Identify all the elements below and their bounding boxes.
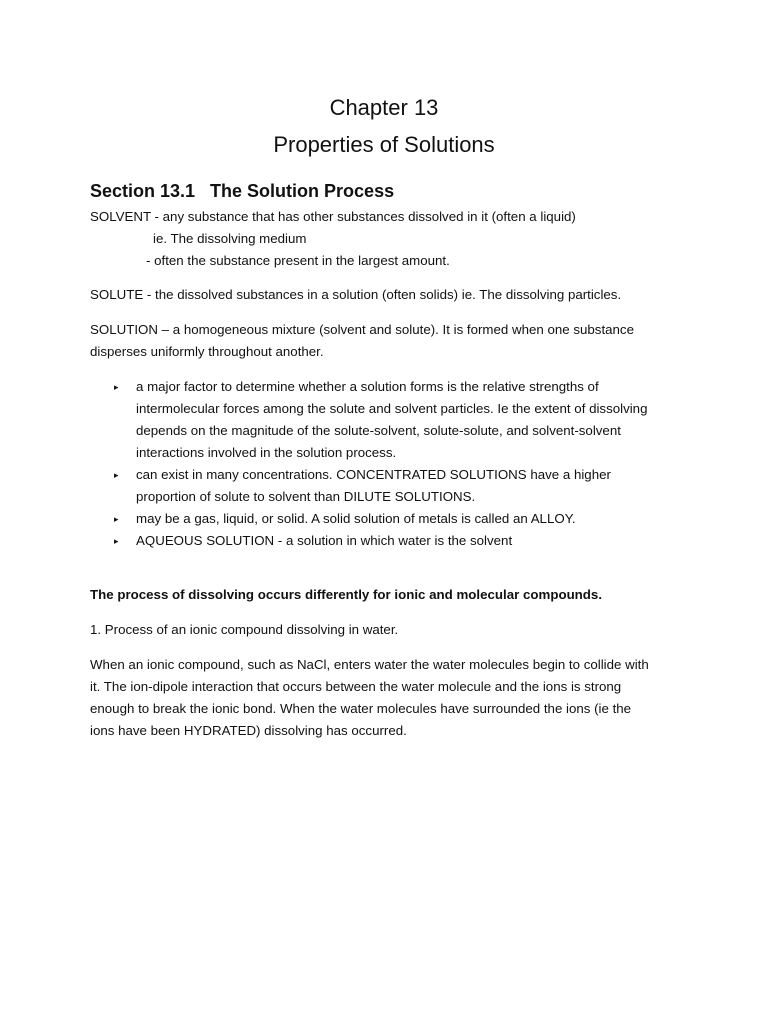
list-item bbox=[90, 464, 690, 508]
bullet-marker-icon: ▸ bbox=[114, 382, 119, 392]
solute-definition bbox=[90, 284, 690, 306]
solution-definition bbox=[90, 319, 690, 363]
chapter-subtitle: Properties of Solutions bbox=[273, 132, 495, 157]
ionic-line-1: When an ionic compound, such as NaCl, enters water the water molecules begin to collide with bbox=[90, 657, 649, 672]
ionic-line-4: ions have been HYDRATED) dissolving has occurred. bbox=[90, 723, 407, 738]
bullet-list bbox=[90, 376, 690, 552]
bullet-2-line-2: proportion of solute to solvent than DILUTE SOLUTIONS. bbox=[136, 489, 476, 504]
ionic-line-3: enough to break the ionic bond. When the water molecules have surrounded the ions (ie the bbox=[90, 701, 632, 716]
solute-line: SOLUTE - the dissolved substances in a solution (often solids) ie. The dissolving particles. bbox=[90, 287, 622, 302]
solvent-line-1: SOLVENT - any substance that has other substances dissolved in it (often a liquid) bbox=[90, 209, 576, 224]
bullet-2-line-1: can exist in many concentrations. CONCENTRATED SOLUTIONS have a higher bbox=[136, 467, 611, 482]
solvent-line-2: ie. The dissolving medium bbox=[153, 231, 307, 246]
process-heading bbox=[90, 584, 690, 606]
solution-line-1: SOLUTION – a homogeneous mixture (solvent and solute). It is formed when one substance bbox=[90, 322, 634, 337]
bullet-1-line-1: a major factor to determine whether a solution forms is the relative strengths of bbox=[136, 379, 599, 394]
bullet-3-line-1: may be a gas, liquid, or solid. A solid solution of metals is called an ALLOY. bbox=[136, 511, 576, 526]
bullet-marker-icon: ▸ bbox=[114, 536, 119, 546]
list-item bbox=[90, 376, 690, 464]
bullet-1-line-2: intermolecular forces among the solute and solvent particles. Ie the extent of dissolving bbox=[136, 401, 648, 416]
numbered-item bbox=[90, 619, 690, 641]
numbered-item-text: 1. Process of an ionic compound dissolving in water. bbox=[90, 622, 399, 637]
solvent-definition bbox=[90, 206, 690, 272]
process-heading-text: The process of dissolving occurs differently for ionic and molecular compounds. bbox=[90, 587, 603, 602]
ionic-paragraph bbox=[90, 654, 690, 742]
section-heading: Section 13.1 The Solution Process bbox=[90, 181, 395, 201]
ionic-line-2: it. The ion-dipole interaction that occurs between the water molecule and the ions is strong bbox=[90, 679, 622, 694]
chapter-title: Chapter 13 bbox=[329, 95, 439, 120]
list-item bbox=[90, 530, 690, 552]
list-item bbox=[90, 508, 690, 530]
bullet-marker-icon: ▸ bbox=[114, 470, 119, 480]
solution-line-2: disperses uniformly throughout another. bbox=[90, 344, 324, 359]
bullet-1-line-4: interactions involved in the solution process. bbox=[136, 445, 397, 460]
solvent-line-3: - often the substance present in the largest amount. bbox=[146, 253, 450, 268]
bullet-4-line-1: AQUEOUS SOLUTION - a solution in which water is the solvent bbox=[136, 533, 513, 548]
bullet-marker-icon: ▸ bbox=[114, 514, 119, 524]
bullet-1-line-3: depends on the magnitude of the solute-solvent, solute-solute, and solvent-solvent bbox=[136, 423, 621, 438]
